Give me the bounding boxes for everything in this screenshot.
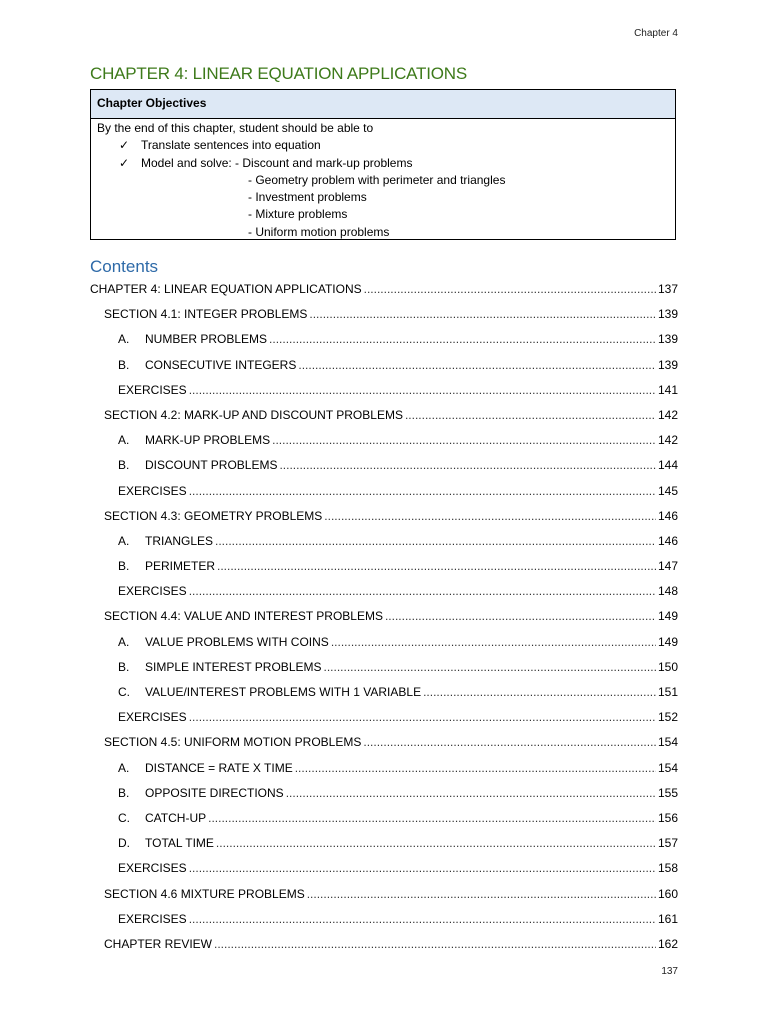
- toc-entry[interactable]: [90, 559, 678, 584]
- toc-dot-leader: [423, 685, 656, 699]
- toc-entry-page: 158: [657, 861, 678, 876]
- toc-entry[interactable]: [90, 861, 678, 886]
- toc-entry-marker: A.: [118, 332, 130, 347]
- toc-entry[interactable]: [90, 735, 678, 760]
- toc-entry-page: 155: [657, 785, 678, 800]
- toc-entry-page: 144: [657, 458, 678, 473]
- toc-entry-page: 139: [657, 357, 678, 372]
- toc-entry-page: 139: [657, 307, 678, 322]
- toc-entry-page: 161: [657, 911, 678, 926]
- toc-dot-leader: [286, 786, 656, 800]
- toc-entry-label: NUMBER PROBLEMS: [145, 332, 268, 347]
- toc-entry-label: TOTAL TIME: [145, 836, 214, 851]
- objective-subitem: - Mixture problems: [248, 207, 348, 222]
- toc-entry-label: DISCOUNT PROBLEMS: [145, 458, 278, 473]
- toc-entry-page: 146: [657, 508, 678, 523]
- objectives-heading: Chapter Objectives: [91, 90, 675, 119]
- toc-entry[interactable]: [90, 761, 678, 786]
- objectives-intro: By the end of this chapter, student should be able to: [97, 121, 374, 135]
- objective-text: Translate sentences into equation: [141, 138, 321, 153]
- toc-entry-label: SECTION 4.3: GEOMETRY PROBLEMS: [104, 508, 323, 523]
- toc-entry-label: SIMPLE INTEREST PROBLEMS: [145, 659, 322, 674]
- objective-text: Model and solve: - Discount and mark-up problems: [141, 155, 413, 170]
- toc-entry[interactable]: [90, 584, 678, 609]
- toc-dot-leader: [385, 609, 656, 623]
- chapter-objectives-box: [90, 89, 676, 240]
- toc-entry-marker: B.: [118, 357, 130, 372]
- toc-entry-label: EXERCISES: [118, 382, 187, 397]
- objective-subitem: - Uniform motion problems: [248, 224, 390, 239]
- toc-entry-page: 154: [657, 735, 678, 750]
- checkmark-icon: ✓: [119, 155, 130, 170]
- contents-heading: Contents: [90, 257, 159, 276]
- toc-entry-label: VALUE PROBLEMS WITH COINS: [145, 634, 329, 649]
- toc-dot-leader: [214, 937, 656, 951]
- toc-entry-label: EXERCISES: [118, 861, 187, 876]
- toc-entry-label: SECTION 4.6 MIXTURE PROBLEMS: [104, 886, 305, 901]
- objective-item: [97, 155, 669, 172]
- toc-entry[interactable]: [90, 408, 678, 433]
- toc-dot-leader: [331, 635, 656, 649]
- toc-entry[interactable]: [90, 660, 678, 685]
- checkmark-icon: ✓: [119, 138, 130, 153]
- toc-dot-leader: [189, 383, 656, 397]
- toc-dot-leader: [269, 332, 656, 346]
- objective-item: [97, 137, 669, 154]
- objective-subitem: - Geometry problem with perimeter and triangles: [248, 172, 506, 187]
- toc-dot-leader: [364, 282, 656, 296]
- toc-entry-label: CONSECUTIVE INTEGERS: [145, 357, 297, 372]
- toc-dot-leader: [189, 584, 656, 598]
- toc-entry[interactable]: [90, 685, 678, 710]
- toc-entry-page: 160: [657, 886, 678, 901]
- toc-entry-page: 157: [657, 836, 678, 851]
- page-number: 137: [661, 966, 678, 977]
- toc-entry[interactable]: [90, 458, 678, 483]
- toc-entry[interactable]: [90, 307, 678, 332]
- toc-dot-leader: [189, 861, 656, 875]
- toc-entry-label: TRIANGLES: [145, 533, 214, 548]
- chapter-title: CHAPTER 4: LINEAR EQUATION APPLICATIONS: [90, 64, 467, 83]
- toc-dot-leader: [309, 307, 656, 321]
- toc-entry[interactable]: [90, 433, 678, 458]
- toc-entry[interactable]: [90, 509, 678, 534]
- toc-entry-label: EXERCISES: [118, 584, 187, 599]
- toc-entry[interactable]: [90, 484, 678, 509]
- toc-dot-leader: [189, 912, 656, 926]
- toc-entry-label: SECTION 4.1: INTEGER PROBLEMS: [104, 307, 308, 322]
- toc-entry-marker: C.: [118, 810, 130, 825]
- toc-entry-marker: B.: [118, 559, 130, 574]
- toc-entry-page: 141: [657, 382, 678, 397]
- toc-entry-page: 149: [657, 634, 678, 649]
- toc-entry-marker: A.: [118, 533, 130, 548]
- toc-entry-label: EXERCISES: [118, 483, 187, 498]
- toc-entry-label: SECTION 4.2: MARK-UP AND DISCOUNT PROBLEMS: [104, 407, 403, 422]
- running-header: Chapter 4: [634, 28, 678, 39]
- toc-entry-page: 151: [657, 685, 678, 699]
- toc-entry-page: 137: [657, 282, 678, 296]
- toc-entry-page: 152: [657, 710, 678, 725]
- toc-entry-label: CHAPTER 4: LINEAR EQUATION APPLICATIONS: [90, 282, 362, 296]
- toc-entry-marker: B.: [118, 458, 130, 473]
- toc-dot-leader: [324, 509, 656, 523]
- toc-entry[interactable]: [90, 635, 678, 660]
- toc-entry-page: 145: [657, 483, 678, 498]
- toc-entry[interactable]: [90, 887, 678, 912]
- toc-dot-leader: [189, 710, 656, 724]
- toc-entry[interactable]: [90, 912, 678, 937]
- toc-entry-label: SECTION 4.4: VALUE AND INTEREST PROBLEMS: [104, 609, 383, 624]
- toc-entry-page: 149: [657, 609, 678, 624]
- toc-dot-leader: [217, 559, 656, 573]
- toc-dot-leader: [272, 433, 656, 447]
- toc-dot-leader: [405, 408, 656, 422]
- table-of-contents: [90, 282, 678, 962]
- toc-entry[interactable]: [90, 534, 678, 559]
- toc-entry-page: 154: [657, 760, 678, 775]
- toc-entry[interactable]: [90, 332, 678, 357]
- toc-entry-label: OPPOSITE DIRECTIONS: [145, 785, 284, 800]
- toc-entry-marker: A.: [118, 634, 130, 649]
- toc-entry[interactable]: [90, 836, 678, 861]
- toc-entry-marker: B.: [118, 659, 130, 674]
- toc-dot-leader: [279, 458, 656, 472]
- toc-entry-label: CATCH-UP: [145, 810, 207, 825]
- toc-entry-marker: C.: [118, 685, 130, 699]
- toc-entry-marker: D.: [118, 836, 130, 851]
- toc-entry[interactable]: [90, 282, 678, 307]
- toc-entry-page: 156: [657, 810, 678, 825]
- toc-entry[interactable]: [90, 383, 678, 408]
- toc-entry-page: 150: [657, 659, 678, 674]
- toc-dot-leader: [215, 534, 656, 548]
- toc-entry-page: 139: [657, 332, 678, 347]
- toc-entry-label: SECTION 4.5: UNIFORM MOTION PROBLEMS: [104, 735, 362, 750]
- toc-entry[interactable]: [90, 811, 678, 836]
- toc-dot-leader: [363, 735, 656, 749]
- toc-dot-leader: [295, 761, 656, 775]
- toc-entry[interactable]: [90, 937, 678, 962]
- toc-entry-page: 147: [657, 559, 678, 574]
- toc-entry-label: PERIMETER: [145, 559, 216, 574]
- toc-entry-label: DISTANCE = RATE X TIME: [145, 760, 293, 775]
- toc-entry-page: 148: [657, 584, 678, 599]
- objective-subitem: - Investment problems: [248, 190, 367, 205]
- toc-dot-leader: [189, 484, 656, 498]
- toc-dot-leader: [216, 836, 656, 850]
- toc-dot-leader: [307, 887, 656, 901]
- toc-entry-label: EXERCISES: [118, 911, 187, 926]
- toc-entry-label: VALUE/INTEREST PROBLEMS WITH 1 VARIABLE: [145, 685, 422, 699]
- toc-entry-page: 142: [657, 433, 678, 448]
- toc-entry-label: EXERCISES: [118, 710, 187, 725]
- toc-entry-page: 142: [657, 407, 678, 422]
- toc-entry-marker: A.: [118, 760, 130, 775]
- toc-entry-marker: B.: [118, 785, 130, 800]
- toc-entry[interactable]: [90, 609, 678, 634]
- toc-entry[interactable]: [90, 358, 678, 383]
- toc-entry-page: 162: [657, 936, 678, 951]
- objectives-body: [91, 119, 675, 239]
- toc-dot-leader: [208, 811, 656, 825]
- toc-entry-label: CHAPTER REVIEW: [104, 936, 213, 951]
- toc-entry[interactable]: [90, 786, 678, 811]
- toc-dot-leader: [298, 358, 656, 372]
- toc-entry-page: 146: [657, 533, 678, 548]
- toc-dot-leader: [324, 660, 656, 674]
- toc-entry-marker: A.: [118, 433, 130, 448]
- toc-entry[interactable]: [90, 710, 678, 735]
- toc-entry-label: MARK-UP PROBLEMS: [145, 433, 271, 448]
